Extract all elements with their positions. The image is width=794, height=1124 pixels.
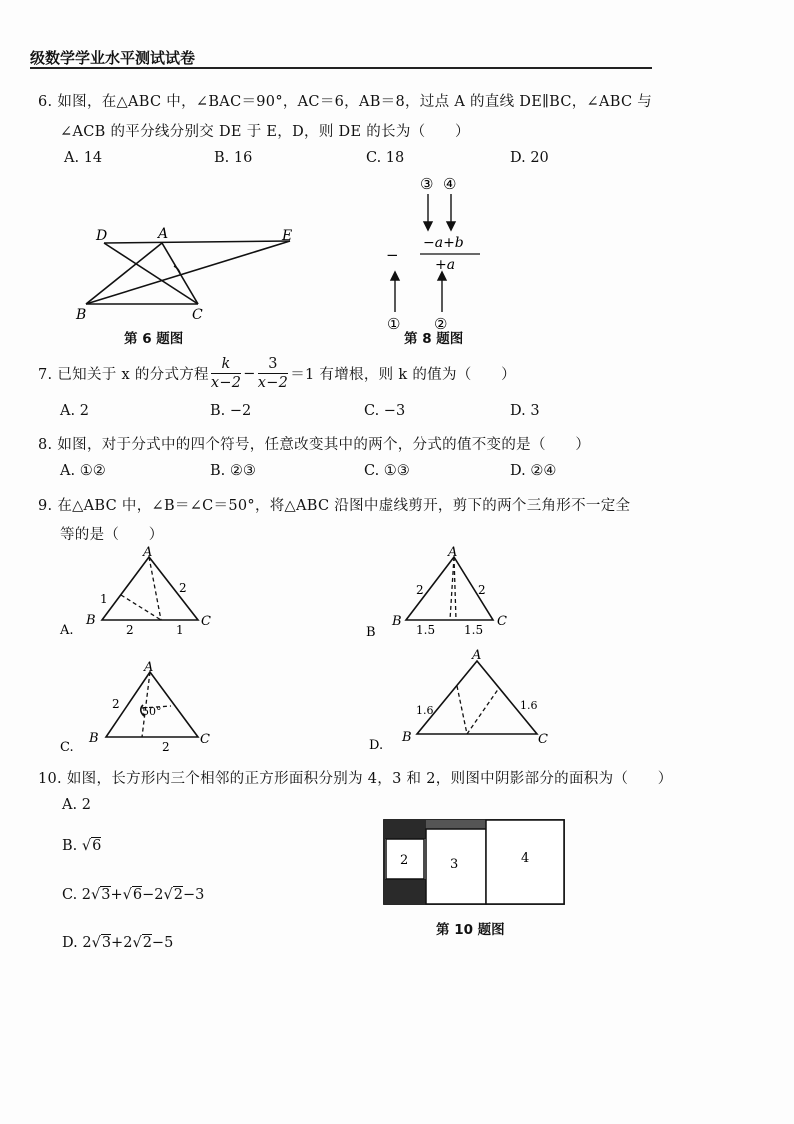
q6-option-a: A. 14 [64, 150, 103, 166]
q9c-label-a: A [144, 660, 154, 675]
q7-minus: − [243, 365, 256, 382]
q10-stem: 10. 如图，长方形内三个相邻的正方形面积分别为 4，3 和 2，则图中阴影部分的面积为（ ） [38, 771, 673, 787]
q8-option-a: A. ①② [60, 463, 106, 479]
header-rule [30, 67, 652, 69]
q7-option-b: B. −2 [210, 403, 252, 419]
q10-c-rad2: 6 [132, 887, 143, 903]
q7-stem [38, 355, 516, 392]
q10-d-tail: −5 [151, 935, 174, 951]
q7-frac1-den: x−2 [210, 375, 242, 391]
q10-c-coef3: 2 [154, 887, 164, 903]
q10-shaded-strip-top [426, 820, 486, 829]
q10-figure [380, 816, 570, 911]
q10-option-a: A. 2 [62, 797, 91, 813]
q9c-angle-50: 50° [142, 705, 162, 718]
q9b-side-left: 2 [416, 583, 424, 597]
q10-option-b: B. √6 [62, 838, 102, 854]
q8-marker-3: ③ [420, 175, 434, 193]
q6-line1: 6. 如图，在△ABC 中，∠BAC＝90°，AC＝6，AB＝8，过点 A 的直线 DE∥BC，∠ABC 与 [38, 94, 653, 110]
q6-figure [70, 220, 310, 325]
q6-option-b: B. 16 [214, 150, 253, 166]
q10-option-d-letter: D. [62, 935, 78, 951]
q9-option-c-figure [56, 660, 226, 755]
q6-label-b: B [76, 307, 87, 323]
q9c-option-letter: C. [60, 740, 74, 755]
q8-minus-sign: − [386, 246, 399, 264]
q7-option-c: C. −3 [364, 403, 406, 419]
q7-suffix: ＝1 有增根，则 k 的值为（ ） [290, 367, 516, 383]
exam-header-title: 级数学学业水平测试试卷 [30, 49, 196, 67]
q9d-side-left: 1.6 [416, 704, 434, 717]
q9-option-b-figure [362, 545, 532, 640]
q7-frac2-den: x−2 [257, 375, 289, 391]
q9b-option-letter: B [366, 625, 376, 640]
q10-shaded-top [384, 820, 426, 839]
q10-c-rad3: 2 [173, 887, 184, 903]
q8-option-d: D. ②④ [510, 463, 557, 479]
q10-option-c-letter: C. [62, 887, 78, 903]
q9d-label-a: A [472, 648, 482, 663]
q9-line2: 等的是（ ） [60, 527, 164, 543]
q8-figure [380, 172, 500, 332]
q9a-label-c: C [201, 614, 211, 629]
q9d-side-right: 1.6 [520, 699, 538, 712]
q10-figure-caption: 第 10 题图 [436, 922, 505, 938]
q6-figure-caption: 第 6 题图 [124, 331, 184, 347]
q9b-label-c: C [497, 614, 507, 629]
q9c-label-c: C [200, 732, 210, 747]
q8-denominator: +a [435, 257, 456, 273]
q10-option-b-letter: B. [62, 838, 78, 854]
q9c-side-2: 2 [112, 697, 120, 711]
q10-square-4-label: 4 [521, 851, 530, 866]
q8-numerator: −a+b [423, 235, 464, 251]
q9c-base-2: 2 [162, 740, 170, 754]
q9a-label-b: B [86, 613, 96, 628]
q10-option-b-radicand: 6 [92, 838, 102, 854]
q10-d-rad2: 2 [142, 935, 152, 951]
q7-frac2-num: 3 [258, 355, 288, 374]
q7-option-a: A. 2 [60, 403, 89, 419]
q8-marker-2: ② [434, 315, 448, 332]
q9-option-a-figure [56, 545, 226, 640]
q9a-side-1: 1 [100, 592, 108, 606]
q6-option-c: C. 18 [366, 150, 405, 166]
q9a-label-a: A [143, 545, 153, 560]
q9d-label-b: B [402, 730, 412, 745]
q10-square-2-label: 2 [400, 853, 409, 868]
q9-line1: 9. 在△ABC 中，∠B＝∠C＝50°，将△ABC 沿图中虚线剪开，剪下的两个三角形不一定全 [38, 498, 631, 514]
q7-fraction-2 [258, 355, 288, 392]
q9b-base-left: 1.5 [416, 623, 436, 637]
q8-option-b: B. ②③ [210, 463, 256, 479]
q7-prefix: 7. 已知关于 x 的分式方程 [38, 367, 209, 383]
q10-d-coef2: 2 [123, 935, 133, 951]
q9a-option-letter: A. [60, 623, 74, 638]
q6-label-c: C [192, 307, 203, 323]
q9b-side-right: 2 [478, 583, 486, 597]
q9d-option-letter: D. [369, 738, 384, 751]
q9b-label-a: A [448, 545, 458, 560]
q7-option-d: D. 3 [510, 403, 540, 419]
q6-label-d: D [96, 228, 108, 244]
q7-frac1-num: k [211, 355, 241, 374]
q10-c-rad1: 3 [101, 887, 111, 903]
q10-d-rad1: 3 [101, 935, 112, 951]
q9a-base-2: 2 [126, 623, 134, 637]
q10-shaded-bottom [384, 879, 426, 904]
q8-option-c: C. ①③ [364, 463, 410, 479]
q6-label-e: E [282, 228, 293, 244]
q10-c-coef1: 2 [81, 887, 92, 903]
q7-fraction-1 [211, 355, 241, 392]
q6-line2: ∠ACB 的平分线分别交 DE 于 E，D，则 DE 的长为（ ） [60, 124, 470, 140]
q8-stem: 8. 如图，对于分式中的四个符号，任意改变其中的两个，分式的值不变的是（ ） [38, 437, 591, 453]
q9c-label-b: B [89, 731, 99, 746]
q10-option-d: D. 2√3+2√2−5 [62, 935, 174, 951]
q9b-label-b: B [392, 614, 402, 629]
q6-label-a: A [158, 226, 169, 242]
q10-square-3-label: 3 [450, 857, 459, 872]
q9b-base-right: 1.5 [464, 623, 484, 637]
q6-option-d: D. 20 [510, 150, 549, 166]
q9-option-d-figure [362, 646, 562, 751]
q10-d-coef1: 2 [82, 935, 92, 951]
q8-marker-1: ① [387, 315, 401, 332]
q10-c-tail: −3 [183, 887, 205, 903]
q8-marker-4: ④ [443, 175, 457, 193]
q9d-label-c: C [538, 732, 548, 747]
q8-figure-caption: 第 8 题图 [404, 331, 464, 347]
q9a-side-2: 2 [179, 581, 187, 595]
q10-option-c: C. 2√3+√6−2√2−3 [62, 887, 205, 903]
q9a-base-1: 1 [176, 623, 184, 637]
